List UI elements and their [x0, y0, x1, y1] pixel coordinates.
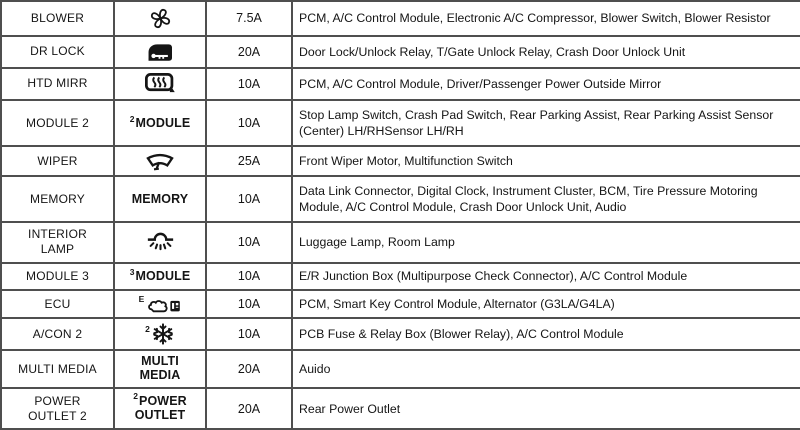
fuse-row-a-con-2 [1, 318, 800, 350]
fuse-name: A/CON 2 [1, 318, 114, 350]
fuse-name: MODULE 3 [1, 263, 114, 290]
fuse-row-wiper [1, 146, 800, 176]
fuse-name: POWER OUTLET 2 [1, 388, 114, 429]
fuse-table-body [1, 1, 800, 429]
fuse-amperage: 7.5A [206, 1, 292, 36]
fuse-amperage: 10A [206, 222, 292, 263]
fuse-protected-components: Luggage Lamp, Room Lamp [292, 222, 800, 263]
fuse-protected-components: PCM, Smart Key Control Module, Alternator (G3LA/G4LA) [292, 290, 800, 318]
fuse-name: BLOWER [1, 1, 114, 36]
fuse-protected-components: PCM, A/C Control Module, Driver/Passenger Power Outside Mirror [292, 68, 800, 101]
fuse-row-multi-media [1, 350, 800, 388]
fuse-icon-label: $^2$MODULE [114, 100, 206, 146]
fuse-amperage: 20A [206, 388, 292, 429]
door-lock-icon [114, 36, 206, 68]
fuse-name: HTD MIRR [1, 68, 114, 101]
fuse-protected-components: Stop Lamp Switch, Crash Pad Switch, Rear Parking Assist, Rear Parking Assist Sensor (Center) LH/RHSensor LH/RH [292, 100, 800, 146]
fuse-protected-components: PCM, A/C Control Module, Electronic A/C Compressor, Blower Switch, Blower Resistor [292, 1, 800, 36]
fuse-icon-label: $^3$MODULE [114, 263, 206, 290]
fuse-protected-components: PCB Fuse & Relay Box (Blower Relay), A/C Control Module [292, 318, 800, 350]
fuse-row-module-2 [1, 100, 800, 146]
fuse-icon-label: MEMORY [114, 176, 206, 222]
fuse-row-interior-lamp [1, 222, 800, 263]
fuse-amperage: 10A [206, 68, 292, 101]
fuse-amperage: 10A [206, 263, 292, 290]
fuse-row-blower [1, 1, 800, 36]
fuse-protected-components: Rear Power Outlet [292, 388, 800, 429]
heated-mirror-icon [114, 68, 206, 101]
fuse-amperage: 10A [206, 290, 292, 318]
fuse-name: ECU [1, 290, 114, 318]
fuse-name: MULTI MEDIA [1, 350, 114, 388]
fuse-name: DR LOCK [1, 36, 114, 68]
interior-lamp-icon [114, 222, 206, 263]
fuse-name: MODULE 2 [1, 100, 114, 146]
fuse-row-htd-mirr [1, 68, 800, 101]
fuse-amperage: 10A [206, 176, 292, 222]
fuse-row-module-3 [1, 263, 800, 290]
fuse-icon-label: $^2$POWER OUTLET [114, 388, 206, 429]
fuse-protected-components: Auido [292, 350, 800, 388]
fuse-protected-components: E/R Junction Box (Multipurpose Check Connector), A/C Control Module [292, 263, 800, 290]
fuse-protected-components: Front Wiper Motor, Multifunction Switch [292, 146, 800, 176]
fan-icon [114, 1, 206, 36]
fuse-amperage: 25A [206, 146, 292, 176]
wiper-icon [114, 146, 206, 176]
fuse-row-dr-lock [1, 36, 800, 68]
fuse-name: INTERIOR LAMP [1, 222, 114, 263]
snowflake-icon: 2 [114, 318, 206, 350]
fuse-amperage: 10A [206, 100, 292, 146]
fuse-row-power-outlet-2 [1, 388, 800, 429]
fuse-amperage: 20A [206, 350, 292, 388]
fuse-icon-label: MULTI MEDIA [114, 350, 206, 388]
fuse-row-ecu [1, 290, 800, 318]
fuse-protected-components: Door Lock/Unlock Relay, T/Gate Unlock Relay, Crash Door Unlock Unit [292, 36, 800, 68]
fuse-row-memory [1, 176, 800, 222]
engine-ecu-icon: E [114, 290, 206, 318]
fuse-protected-components: Data Link Connector, Digital Clock, Instrument Cluster, BCM, Tire Pressure Motoring Module, A/C Control Module, Crash Door Unlock Unit, Audio [292, 176, 800, 222]
fuse-amperage: 10A [206, 318, 292, 350]
fuse-amperage: 20A [206, 36, 292, 68]
fuse-name: WIPER [1, 146, 114, 176]
fuse-name: MEMORY [1, 176, 114, 222]
